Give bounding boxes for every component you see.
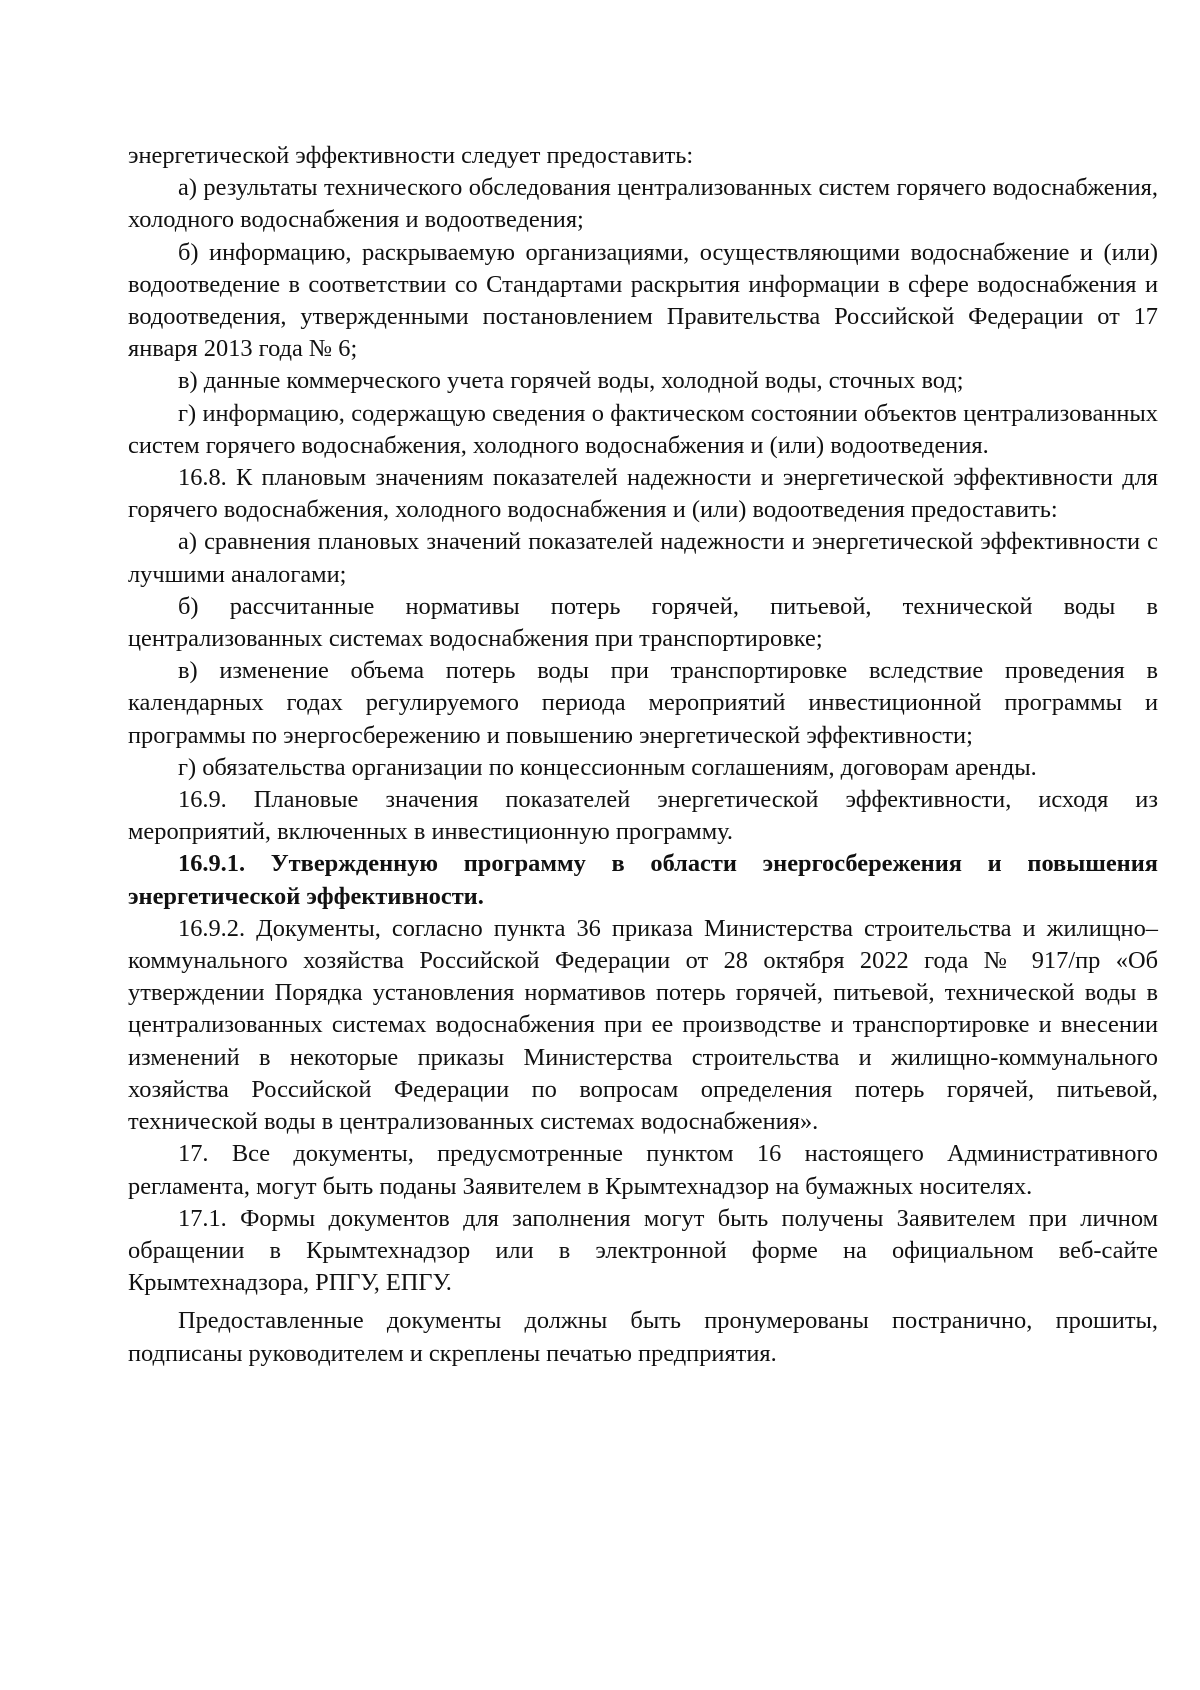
paragraph-item-a: а) результаты технического обследования централизованных систем горячего водоснабжения, холодного водоснабжения и водоотведения; xyxy=(128,174,1158,234)
paragraph-16-9-1: 16.9.1. Утвержденную программу в области энергосбережения и повышения энергетической эффективности. xyxy=(128,850,1158,910)
paragraph-16-8-a: а) сравнения плановых значений показателей надежности и энергетической эффективности с лучшими аналогами; xyxy=(128,528,1158,588)
paragraph-17: 17. Все документы, предусмотренные пунктом 16 настоящего Административного регламента, могут быть поданы Заявителем в Крымтехнадзор на бумажных носителях. xyxy=(128,1140,1158,1200)
paragraph-16-8: 16.8. К плановым значениям показателей надежности и энергетической эффективности для горячего водоснабжения, холодного водоснабжения и (или) водоотведения предоставить: xyxy=(128,464,1158,524)
paragraph-16-8-g: г) обязательства организации по концессионным соглашениям, договорам аренды. xyxy=(178,753,1037,781)
paragraph-item-v: в) данные коммерческого учета горячей воды, холодной воды, сточных вод; xyxy=(178,367,964,395)
paragraph-intro: энергетической эффективности следует предоставить: xyxy=(128,142,694,169)
paragraph-closing: Предоставленные документы должны быть пронумерованы постранично, прошиты, подписаны руководителем и скреплены печатью предприятия. xyxy=(128,1307,1158,1367)
paragraph-16-9-2: 16.9.2. Документы, согласно пункта 36 приказа Министерства строительства и жилищно–коммунального хозяйства Российской Федерации от 28 октября 2022 года № 917/пр «Об утверждении Порядка установления нормативов потерь горячей, питьевой, технической воды в централизованных системах водоснабжения при ее производстве и транспортировке и внесении изменений в некоторые приказы Министерства строительства и жилищно-коммунального хозяйства Российской Федерации по вопросам определения потерь горячей, питьевой, технической воды в централизованных системах водоснабжения». xyxy=(128,914,1158,1136)
paragraph-item-b: б) информацию, раскрываемую организациями, осуществляющими водоснабжение и (или) водоотведение в соответствии со Стандартами раскрытия информации в сфере водоснабжения и водоотведения, утвержденными постановлением Правительства Российской Федерации от 17 января 2013 года № 6; xyxy=(128,238,1158,363)
paragraph-item-g: г) информацию, содержащую сведения о фактическом состоянии объектов централизованных систем горячего водоснабжения, холодного водоснабжения и (или) водоотведения. xyxy=(128,399,1158,459)
paragraph-16-8-v: в) изменение объема потерь воды при транспортировке вследствие проведения в календарных годах регулируемого периода мероприятий инвестиционной программы и программы по энергосбережению и повышению энергетической эффективности; xyxy=(128,657,1158,749)
paragraph-17-1: 17.1. Формы документов для заполнения могут быть получены Заявителем при личном обращении в Крымтехнадзор или в электронной форме на официальном веб-сайте Крымтехнадзора, РПГУ, ЕПГУ. xyxy=(128,1204,1158,1297)
paragraph-16-9: 16.9. Плановые значения показателей энергетической эффективности, исходя из мероприятий, включенных в инвестиционную программу. xyxy=(128,786,1158,846)
document-page xyxy=(128,140,1158,1370)
paragraph-16-8-b: б) рассчитанные нормативы потерь горячей, питьевой, технической воды в централизованных системах водоснабжения при транспортировке; xyxy=(128,592,1158,653)
